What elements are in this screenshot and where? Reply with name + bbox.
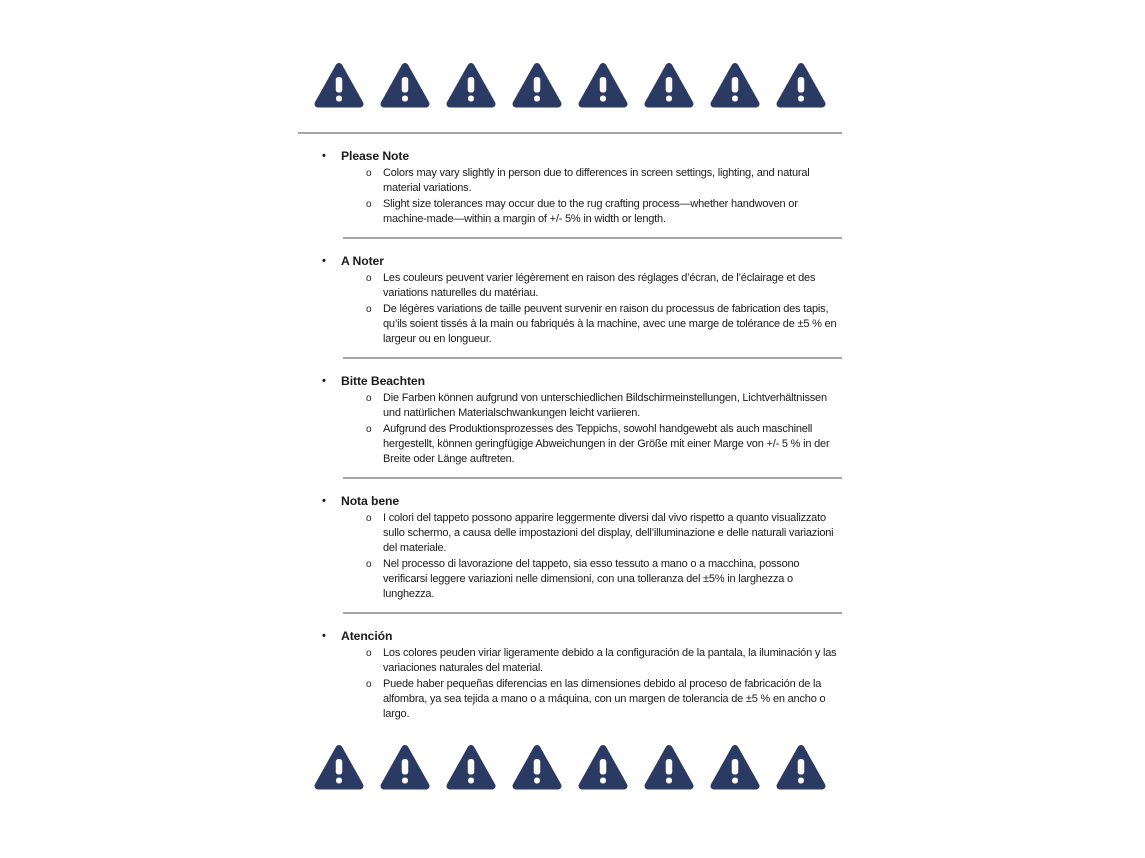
note-text: Slight size tolerances may occur due to the rug crafting process—whether handwoven or machine-made—within a margin of +/- 5% in width or length. [383, 198, 798, 225]
section-atencion [298, 628, 842, 722]
warning-icon [776, 744, 826, 792]
warning-icon [380, 744, 430, 792]
note-text: Nel processo di lavorazione del tappeto, sia esso tessuto a mano o a macchina, possono verificarsi leggere variazioni nelle dimensioni, con una tolleranza del ±5% in larghezza o lunghezza. [383, 558, 800, 600]
section-a-noter [298, 253, 842, 347]
circle-bullet-icon: o [366, 679, 372, 690]
section-title: A Noter [341, 254, 384, 268]
warning-icon [578, 62, 628, 110]
section-bitte-beachten [298, 373, 842, 467]
bullet-icon: • [322, 150, 326, 162]
note-text: Die Farben können aufgrund von unterschiedlichen Bildschirmeinstellungen, Lichtverhältnissen und natürlichen Materialschwankungen leicht variieren. [383, 392, 827, 419]
section-title: Nota bene [341, 494, 400, 508]
section-divider [343, 357, 842, 359]
section-title: Please Note [341, 149, 409, 163]
warning-icon [512, 744, 562, 792]
warning-icon [644, 62, 694, 110]
section-divider [343, 612, 842, 614]
bullet-icon: • [322, 495, 326, 507]
circle-bullet-icon: o [366, 199, 372, 210]
note-text: De légères variations de taille peuvent survenir en raison du processus de fabrication des tapis, qu’ils soient tissés à la main ou fabriqués à la machine, avec une marge de tolérance de ±5 % en largeur ou en longueur. [383, 303, 837, 345]
document-page [298, 0, 842, 792]
bullet-icon: • [322, 375, 326, 387]
warning-icon [446, 744, 496, 792]
circle-bullet-icon: o [366, 304, 372, 315]
section-divider [343, 237, 842, 239]
warning-icon [314, 744, 364, 792]
section-divider [343, 477, 842, 479]
circle-bullet-icon: o [366, 393, 372, 404]
note-text: I colori del tappeto possono apparire leggermente diversi dal vivo rispetto a quanto visualizzato sullo schermo, a causa delle impostazioni del display, dell’illuminazione e delle naturali variazioni del materiale. [383, 512, 834, 554]
warning-icons-row-bottom [298, 744, 842, 792]
warning-icon [314, 62, 364, 110]
section-divider [298, 132, 842, 134]
warning-icon [578, 744, 628, 792]
warning-icon [644, 744, 694, 792]
bullet-icon: • [322, 255, 326, 267]
section-nota-bene [298, 493, 842, 602]
circle-bullet-icon: o [366, 648, 372, 659]
note-text: Colors may vary slightly in person due to differences in screen settings, lighting, and natural material variations. [383, 167, 810, 194]
warning-icons-row-top [298, 62, 842, 110]
note-text: Aufgrund des Produktionsprozesses des Teppichs, sowohl handgewebt als auch maschinell hergestellt, können geringfügige Abweichungen in der Größe mit einer Marge von +/- 5 % in der Breite oder Länge auftreten. [383, 423, 830, 465]
circle-bullet-icon: o [366, 424, 372, 435]
note-text: Los colores peuden viriar ligeramente debido a la configuración de la pantala, la iluminación y las variaciones naturales del material. [383, 647, 837, 674]
note-text: Les couleurs peuvent varier légèrement en raison des réglages d’écran, de l’éclairage et des variations naturelles du matériau. [383, 272, 816, 299]
circle-bullet-icon: o [366, 273, 372, 284]
bullet-icon: • [322, 630, 326, 642]
circle-bullet-icon: o [366, 513, 372, 524]
section-title: Atención [341, 629, 393, 643]
warning-icon [380, 62, 430, 110]
warning-icon [710, 62, 760, 110]
warning-icon [512, 62, 562, 110]
section-please-note [298, 148, 842, 227]
warning-icon [710, 744, 760, 792]
section-title: Bitte Beachten [341, 374, 425, 388]
warning-icon [446, 62, 496, 110]
warning-icon [776, 62, 826, 110]
circle-bullet-icon: o [366, 559, 372, 570]
circle-bullet-icon: o [366, 168, 372, 179]
note-text: Puede haber pequeñas diferencias en las dimensiones debido al proceso de fabricación de la alfombra, ya sea tejida a mano o a máquina, con un margen de tolerancia de ±5 % en ancho o largo. [383, 678, 826, 720]
